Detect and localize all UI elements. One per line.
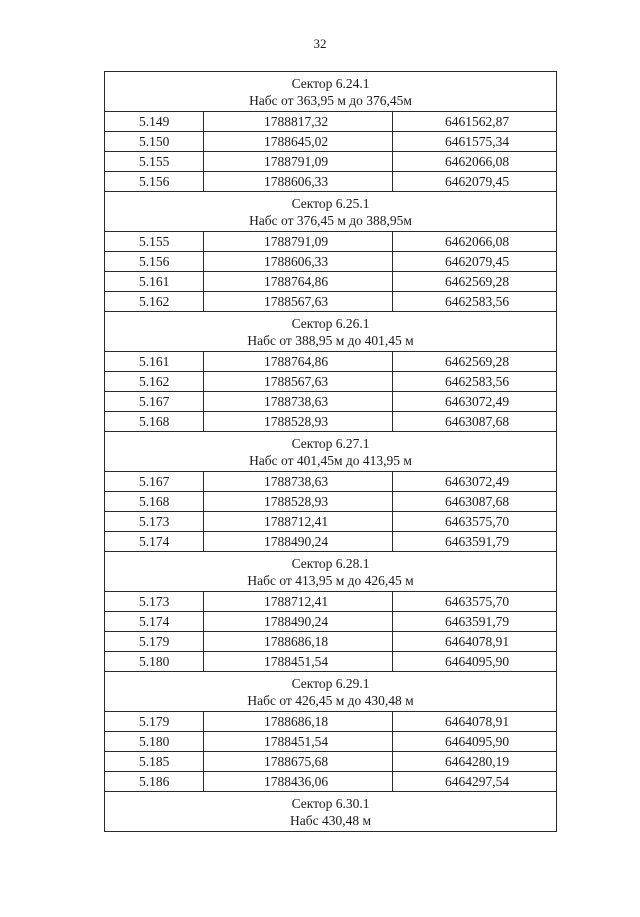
sector-title: Сектор 6.25.1: [291, 195, 370, 211]
point-id-cell: 5.185: [105, 752, 204, 772]
x-coordinate-cell: 1788738,63: [204, 392, 393, 412]
y-coordinate-cell: 6462569,28: [393, 272, 557, 292]
x-coordinate-cell: 1788712,41: [204, 592, 393, 612]
x-coordinate-cell: 1788490,24: [204, 612, 393, 632]
point-id-cell: 5.162: [105, 372, 204, 392]
sector-range: Набс от 376,45 м до 388,95м: [249, 212, 412, 228]
table-row: [105, 772, 557, 792]
sector-header-row: [105, 672, 557, 712]
y-coordinate-cell: 6464280,19: [393, 752, 557, 772]
table-row: [105, 632, 557, 652]
x-coordinate-cell: 1788675,68: [204, 752, 393, 772]
table-row: [105, 472, 557, 492]
point-id-cell: 5.162: [105, 292, 204, 312]
point-id-cell: 5.180: [105, 732, 204, 752]
x-coordinate-cell: 1788567,63: [204, 372, 393, 392]
table-row: [105, 492, 557, 512]
sector-range: Набс от 426,45 м до 430,48 м: [247, 692, 414, 708]
table-row: [105, 512, 557, 532]
y-coordinate-cell: 6464078,91: [393, 632, 557, 652]
x-coordinate-cell: 1788791,09: [204, 152, 393, 172]
y-coordinate-cell: 6463087,68: [393, 412, 557, 432]
point-id-cell: 5.155: [105, 232, 204, 252]
x-coordinate-cell: 1788686,18: [204, 632, 393, 652]
sector-range: Набс от 388,95 м до 401,45 м: [247, 332, 414, 348]
sector-header-row: [105, 552, 557, 592]
sector-header-row: [105, 432, 557, 472]
sector-header: [105, 192, 557, 232]
point-id-cell: 5.173: [105, 592, 204, 612]
y-coordinate-cell: 6463591,79: [393, 532, 557, 552]
y-coordinate-cell: 6463575,70: [393, 512, 557, 532]
point-id-cell: 5.174: [105, 612, 204, 632]
sector-title: Сектор 6.28.1: [291, 555, 370, 571]
y-coordinate-cell: 6463575,70: [393, 592, 557, 612]
point-id-cell: 5.155: [105, 152, 204, 172]
y-coordinate-cell: 6463591,79: [393, 612, 557, 632]
x-coordinate-cell: 1788490,24: [204, 532, 393, 552]
sector-header: [105, 672, 557, 712]
sector-header: [105, 72, 557, 112]
y-coordinate-cell: 6463087,68: [393, 492, 557, 512]
coordinates-table: [104, 71, 557, 832]
x-coordinate-cell: 1788791,09: [204, 232, 393, 252]
point-id-cell: 5.161: [105, 352, 204, 372]
y-coordinate-cell: 6462066,08: [393, 232, 557, 252]
x-coordinate-cell: 1788606,33: [204, 172, 393, 192]
sector-title: Сектор 6.24.1: [291, 75, 370, 91]
table-row: [105, 372, 557, 392]
x-coordinate-cell: 1788606,33: [204, 252, 393, 272]
y-coordinate-cell: 6462569,28: [393, 352, 557, 372]
sector-title: Сектор 6.27.1: [291, 435, 370, 451]
table-row: [105, 132, 557, 152]
sector-title: Сектор 6.29.1: [291, 675, 370, 691]
table-row: [105, 652, 557, 672]
sector-title: Сектор 6.26.1: [291, 315, 370, 331]
x-coordinate-cell: 1788764,86: [204, 272, 393, 292]
x-coordinate-cell: 1788764,86: [204, 352, 393, 372]
x-coordinate-cell: 1788686,18: [204, 712, 393, 732]
sector-header: [105, 552, 557, 592]
point-id-cell: 5.180: [105, 652, 204, 672]
y-coordinate-cell: 6461575,34: [393, 132, 557, 152]
sector-header-row: [105, 792, 557, 832]
table-row: [105, 592, 557, 612]
table-row: [105, 292, 557, 312]
table-row: [105, 532, 557, 552]
y-coordinate-cell: 6463072,49: [393, 472, 557, 492]
x-coordinate-cell: 1788528,93: [204, 492, 393, 512]
point-id-cell: 5.173: [105, 512, 204, 532]
sector-title: Сектор 6.30.1: [291, 795, 370, 811]
sector-header-row: [105, 192, 557, 232]
x-coordinate-cell: 1788645,02: [204, 132, 393, 152]
table-row: [105, 712, 557, 732]
y-coordinate-cell: 6462079,45: [393, 172, 557, 192]
point-id-cell: 5.156: [105, 252, 204, 272]
point-id-cell: 5.168: [105, 412, 204, 432]
y-coordinate-cell: 6463072,49: [393, 392, 557, 412]
sector-header-row: [105, 312, 557, 352]
point-id-cell: 5.167: [105, 472, 204, 492]
x-coordinate-cell: 1788738,63: [204, 472, 393, 492]
y-coordinate-cell: 6464095,90: [393, 652, 557, 672]
y-coordinate-cell: 6464297,54: [393, 772, 557, 792]
table-row: [105, 612, 557, 632]
sector-range: Набс от 401,45м до 413,95 м: [249, 452, 412, 468]
sector-header: [105, 432, 557, 472]
table-row: [105, 152, 557, 172]
point-id-cell: 5.168: [105, 492, 204, 512]
table-row: [105, 172, 557, 192]
y-coordinate-cell: 6462583,56: [393, 292, 557, 312]
sector-range: Набс от 413,95 м до 426,45 м: [247, 572, 414, 588]
point-id-cell: 5.149: [105, 112, 204, 132]
sector-header: [105, 312, 557, 352]
table-row: [105, 752, 557, 772]
table-row: [105, 352, 557, 372]
table-row: [105, 252, 557, 272]
point-id-cell: 5.167: [105, 392, 204, 412]
y-coordinate-cell: 6462079,45: [393, 252, 557, 272]
y-coordinate-cell: 6462583,56: [393, 372, 557, 392]
x-coordinate-cell: 1788817,32: [204, 112, 393, 132]
table-row: [105, 732, 557, 752]
table-row: [105, 412, 557, 432]
x-coordinate-cell: 1788451,54: [204, 652, 393, 672]
x-coordinate-cell: 1788436,06: [204, 772, 393, 792]
point-id-cell: 5.174: [105, 532, 204, 552]
x-coordinate-cell: 1788528,93: [204, 412, 393, 432]
table-row: [105, 272, 557, 292]
point-id-cell: 5.179: [105, 712, 204, 732]
y-coordinate-cell: 6461562,87: [393, 112, 557, 132]
sector-header: [105, 792, 557, 832]
table-row: [105, 392, 557, 412]
y-coordinate-cell: 6464095,90: [393, 732, 557, 752]
x-coordinate-cell: 1788451,54: [204, 732, 393, 752]
page-number: 32: [313, 36, 327, 51]
point-id-cell: 5.186: [105, 772, 204, 792]
table-body: [105, 72, 557, 832]
point-id-cell: 5.179: [105, 632, 204, 652]
sector-range: Набс от 363,95 м до 376,45м: [249, 92, 412, 108]
sector-range: Набс 430,48 м: [290, 812, 372, 828]
point-id-cell: 5.161: [105, 272, 204, 292]
point-id-cell: 5.156: [105, 172, 204, 192]
table-row: [105, 112, 557, 132]
x-coordinate-cell: 1788567,63: [204, 292, 393, 312]
sector-header-row: [105, 72, 557, 112]
table-row: [105, 232, 557, 252]
y-coordinate-cell: 6462066,08: [393, 152, 557, 172]
x-coordinate-cell: 1788712,41: [204, 512, 393, 532]
y-coordinate-cell: 6464078,91: [393, 712, 557, 732]
point-id-cell: 5.150: [105, 132, 204, 152]
